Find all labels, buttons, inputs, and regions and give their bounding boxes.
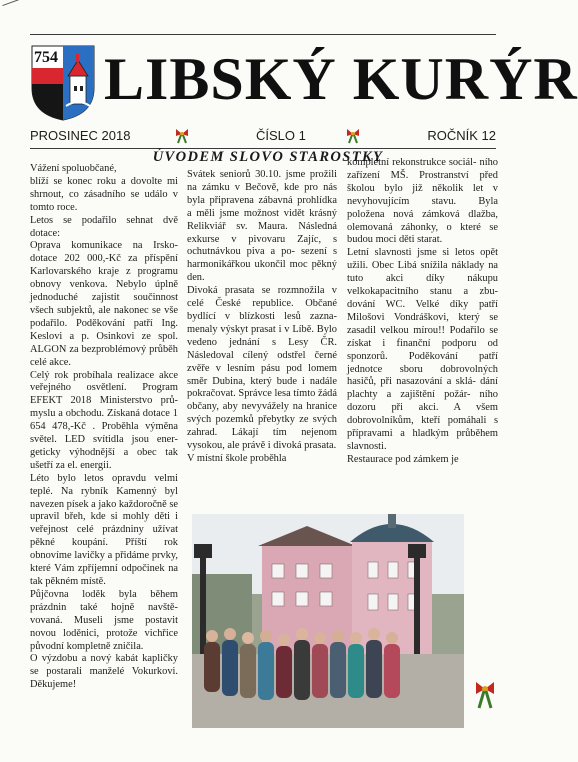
paragraph: kompletní rekonstrukce sociál- ního zařízení MŠ. Prostranství před školou bylo již několik let v nevyhovujícím stavu. Byla položena nová zámková dlažba, olemovaná záhonky, o které se budou moci děti starat. bbox=[347, 157, 498, 246]
paragraph: Léto bylo letos opravdu velmi teplé. Na rybník Kamenný byl navezen písek a jako každoročně se upravil břeh, kde si mohly děti i veřejnost celé prázdniny užívat pěkné koupání. Příští rok obnovíme lavičky a přidáme prvky, které Vám zpříjemní odpočinek na tak pěkném místě. bbox=[30, 472, 178, 587]
paragraph: Vážení spoluobčané, bbox=[30, 163, 117, 174]
paragraph: V místní škole proběhla bbox=[187, 452, 287, 464]
christmas-bow-icon bbox=[474, 680, 496, 710]
paragraph: Restaurace pod zámkem je bbox=[347, 453, 459, 465]
corner-mark bbox=[2, 0, 19, 6]
issue-year: ROČNÍK 12 bbox=[427, 128, 496, 143]
article-column-3 bbox=[347, 157, 498, 467]
article-column-1 bbox=[30, 163, 178, 692]
paragraph: Svátek seniorů 30.10. jsme prožili na zámku v Bečově, kde pro nás byla připravena zábavná prohlídka a měli jsme možnost vidět krásný Relikviář sv. Maura. Následná exkurse v pivovaru Zajíc, s ochutnávkou piva a po- sezení s harmonikářkou ukončil moc pěkný den. bbox=[187, 169, 337, 284]
issue-number: ČÍSLO 1 bbox=[256, 128, 306, 143]
issue-month: PROSINEC 2018 bbox=[30, 128, 131, 143]
paragraph: Letos se podařilo sehnat dvě dotace: bbox=[30, 214, 178, 239]
paragraph: Celý rok probíhala realizace akce veřejného osvětlení. Program EFEKT 2018 Ministerstvo prů- myslu a obchodu. Získaná dotace 1 654 478,-Kč . Proběhla výměna světel. LED svítidla jsou ener- geticky výhodnější a obec tak ušetří za el. energii. bbox=[30, 369, 178, 471]
crest-number: 754 bbox=[34, 49, 58, 66]
christmas-bow-icon bbox=[346, 128, 360, 144]
paragraph: Letní slavnosti jsme si letos opět užili. Obec Libá snížila náklady na tuto akci díky nákupu velkokapacitního stanu a zbu- dování WC. Velké díky patří Milošovi Vondráškovi, který se zasadil velkou mírou!! Podařilo se získat i finanční podporu od sponzorů. Poděkování patří jednotce sboru dobrovolných hasičů, při nasazování a sklá- dání plachty a zajištění požár- ního dozoru při akci. A všem dobrovolníkům, kteří pomáhali s přípravami a hladkým průběhem slavnosti. bbox=[347, 247, 498, 452]
christmas-bow-icon bbox=[175, 128, 189, 144]
article-heading: ÚVODEM SLOVO STAROSTKY bbox=[152, 149, 384, 165]
paragraph: Oprava komunikace na Irsko- dotace 202 000,-Kč za příspění Karlovarského kraje z programu obnovy venkova. Nebylo úplně jednoduché zajistit součinnost všech subjektů, ale nakonec se vše podařilo. Poděkování patří Ing. Keslovi a p. Osinkovi ze spol. ALGON za bezproblémový průběh celé akce. bbox=[30, 240, 178, 368]
group-photo bbox=[192, 514, 464, 728]
article-column-2 bbox=[187, 169, 337, 466]
paragraph: Divoká prasata se rozmnožila v celé České republice. Občané bydlící v blízkosti lesů zazna- menaly výskyt prasat i v Líbě. Bylo vedeno jednání s Lesy ČR. Následoval cílený odstřel černé zvěře v lesním pásu pod lomem směr Dubina, který bude i nadále pokračovat. Správce lesa tímto žádá občany, aby nevyvážely na hranice svých pozemků přebytky ze svých zahrad. Lákají tím nejenom vysokou, ale právě i divoká prasata. bbox=[187, 285, 337, 452]
issue-info-bar bbox=[30, 126, 496, 146]
village-crest-logo bbox=[30, 44, 96, 122]
paragraph: O výzdobu a nový kabát kapličky se postarali manželé Vokurkovi. Děkujeme! bbox=[30, 653, 178, 691]
masthead-title: LIBSKÝ KURÝR bbox=[104, 46, 578, 112]
top-rule bbox=[30, 34, 496, 35]
paragraph: Půjčovna loděk byla během prázdnin také hojně navště- vovaná. Museli jsme postavit novou loděnici, protože vichřice původní kompletně zničila. bbox=[30, 588, 178, 652]
paragraph: blíží se konec roku a dovolte mi shrnout, co zásadního se událo v tomto roce. bbox=[30, 175, 178, 213]
